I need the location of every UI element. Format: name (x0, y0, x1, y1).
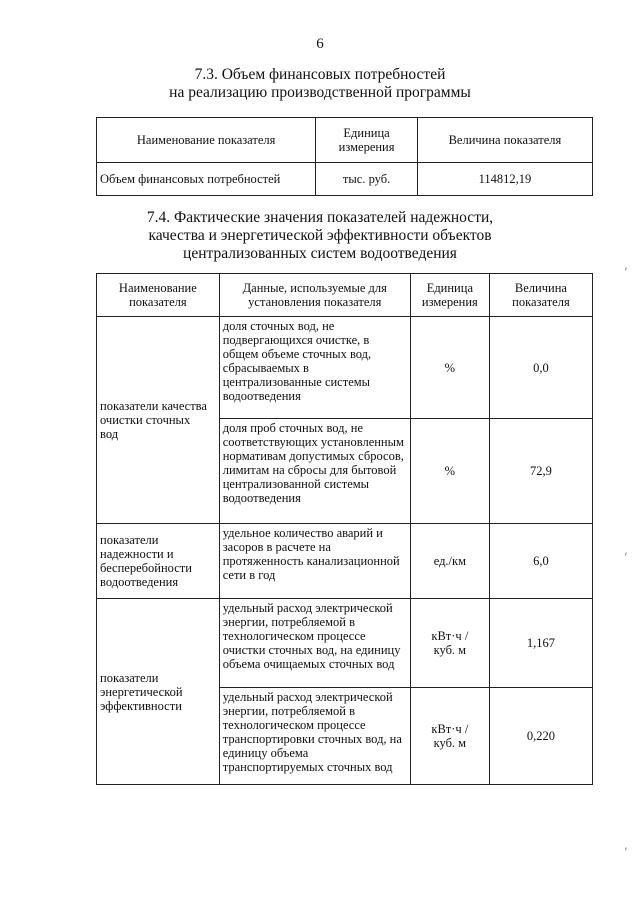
header-line: Единица (343, 126, 390, 140)
header-value: Величина показателя (417, 118, 592, 163)
desc-line: технологическом процессе (222, 718, 366, 732)
title-line: 7.3. Объем финансовых потребностей (194, 66, 446, 83)
desc-line: энергии, потребляемой в (222, 615, 355, 629)
table-row (97, 317, 593, 419)
cell-description (219, 317, 410, 419)
desc-line: засоров в расчете на (222, 540, 331, 554)
desc-line: соответствующих установленным (222, 435, 404, 449)
header-line: установления показателя (248, 295, 382, 309)
cell-value: 0,220 (489, 688, 592, 785)
group-energy-efficiency (97, 599, 220, 785)
header-source-data (219, 274, 410, 317)
group-line: показатели (100, 670, 159, 685)
group-line: надежности и (100, 547, 174, 561)
cell-description (219, 688, 410, 785)
desc-line: удельное количество аварий и (222, 526, 383, 540)
cell-unit: ед./км (410, 524, 489, 599)
header-indicator-name: Наименование показателя (97, 118, 316, 163)
table-row (97, 599, 593, 688)
table-header-row (97, 274, 593, 317)
desc-line: централизованные системы (222, 375, 371, 389)
desc-line: водоотведения (222, 389, 301, 403)
unit-line: кВт·ч / (431, 629, 469, 643)
unit-line: куб. м (433, 643, 467, 657)
desc-line: доля сточных вод, не (222, 319, 335, 333)
desc-line: транспортируемых сточных вод (222, 760, 393, 774)
desc-line: лимитам на сбросы для бытовой (222, 463, 397, 477)
desc-line: удельный расход электрической (222, 690, 393, 704)
desc-line: сбрасываемых в (222, 361, 309, 375)
cell-value: 114812,19 (417, 163, 592, 196)
desc-line: единицу объема (222, 746, 309, 760)
scan-mark: , (624, 543, 628, 557)
desc-line: энергии, потребляемой в (222, 704, 355, 718)
cell-unit (410, 688, 489, 785)
cell-description (219, 599, 410, 688)
cell-value: 0,0 (489, 317, 592, 419)
financial-needs-table (96, 117, 593, 196)
cell-unit: % (410, 317, 489, 419)
table-row (97, 524, 593, 599)
group-line: эффективности (100, 698, 182, 713)
header-unit (316, 118, 418, 163)
group-line: вод (100, 427, 119, 441)
unit-line: кВт·ч / (431, 722, 469, 736)
group-line: бесперебойности (100, 561, 192, 575)
cell-unit: % (410, 419, 489, 524)
desc-line: доля проб сточных вод, не (222, 421, 364, 435)
table-row (97, 163, 593, 196)
group-line: показатели качества (100, 399, 207, 413)
group-line: энергетической (100, 684, 183, 699)
group-line: показатели (100, 533, 159, 547)
desc-line: сети в год (222, 568, 276, 582)
desc-line: нормативам допустимых сбросов, (222, 449, 404, 463)
page-number: 6 (316, 36, 324, 52)
header-line: показателя (512, 295, 570, 309)
group-reliability (97, 524, 220, 599)
title-line: централизованных систем водоотведения (183, 245, 457, 262)
header-indicator-name (97, 274, 220, 317)
desc-line: объема очищаемых сточных вод (222, 657, 395, 671)
header-line: Единица (426, 281, 473, 295)
section-7-3-title (0, 66, 640, 102)
indicators-table (96, 273, 593, 785)
cell-description (219, 524, 410, 599)
table-header-row (97, 118, 593, 163)
section-7-4-title (0, 209, 640, 263)
scan-mark: , (624, 258, 628, 272)
desc-line: удельный расход электрической (222, 601, 393, 615)
header-line: измерения (421, 295, 478, 309)
cell-description (219, 419, 410, 524)
cell-value: 6,0 (489, 524, 592, 599)
desc-line: подвергающихся очистке, в (222, 333, 370, 347)
header-value (489, 274, 592, 317)
desc-line: централизованной системы (222, 477, 370, 491)
title-line: 7.4. Фактические значения показателей надежности, (146, 209, 494, 226)
cell-unit (410, 599, 489, 688)
desc-line: общем объеме сточных вод, (222, 347, 372, 361)
group-line: очистки сточных (100, 413, 191, 427)
header-line: Данные, используемые для (242, 281, 387, 295)
title-line: на реализацию производственной программы (169, 84, 471, 101)
header-line: Величина (514, 281, 567, 295)
unit-line: куб. м (433, 736, 467, 750)
group-quality (97, 317, 220, 524)
desc-line: очистки сточных вод, на единицу (222, 643, 401, 657)
header-unit (410, 274, 489, 317)
cell-value: 1,167 (489, 599, 592, 688)
group-line: водоотведения (100, 575, 179, 589)
desc-line: транспортировки сточных вод, на (222, 732, 402, 746)
desc-line: технологическом процессе (222, 629, 366, 643)
desc-line: протяженность канализационной (222, 554, 400, 568)
cell-indicator-name: Объем финансовых потребностей (97, 163, 316, 196)
header-line: измерения (338, 140, 395, 154)
cell-value: 72,9 (489, 419, 592, 524)
desc-line: водоотведения (222, 491, 301, 505)
cell-unit: тыс. руб. (316, 163, 418, 196)
title-line: качества и энергетической эффективности объектов (148, 227, 492, 244)
scan-mark: , (624, 838, 628, 852)
header-line: Наименование (118, 281, 197, 295)
header-line: показателя (129, 295, 187, 309)
